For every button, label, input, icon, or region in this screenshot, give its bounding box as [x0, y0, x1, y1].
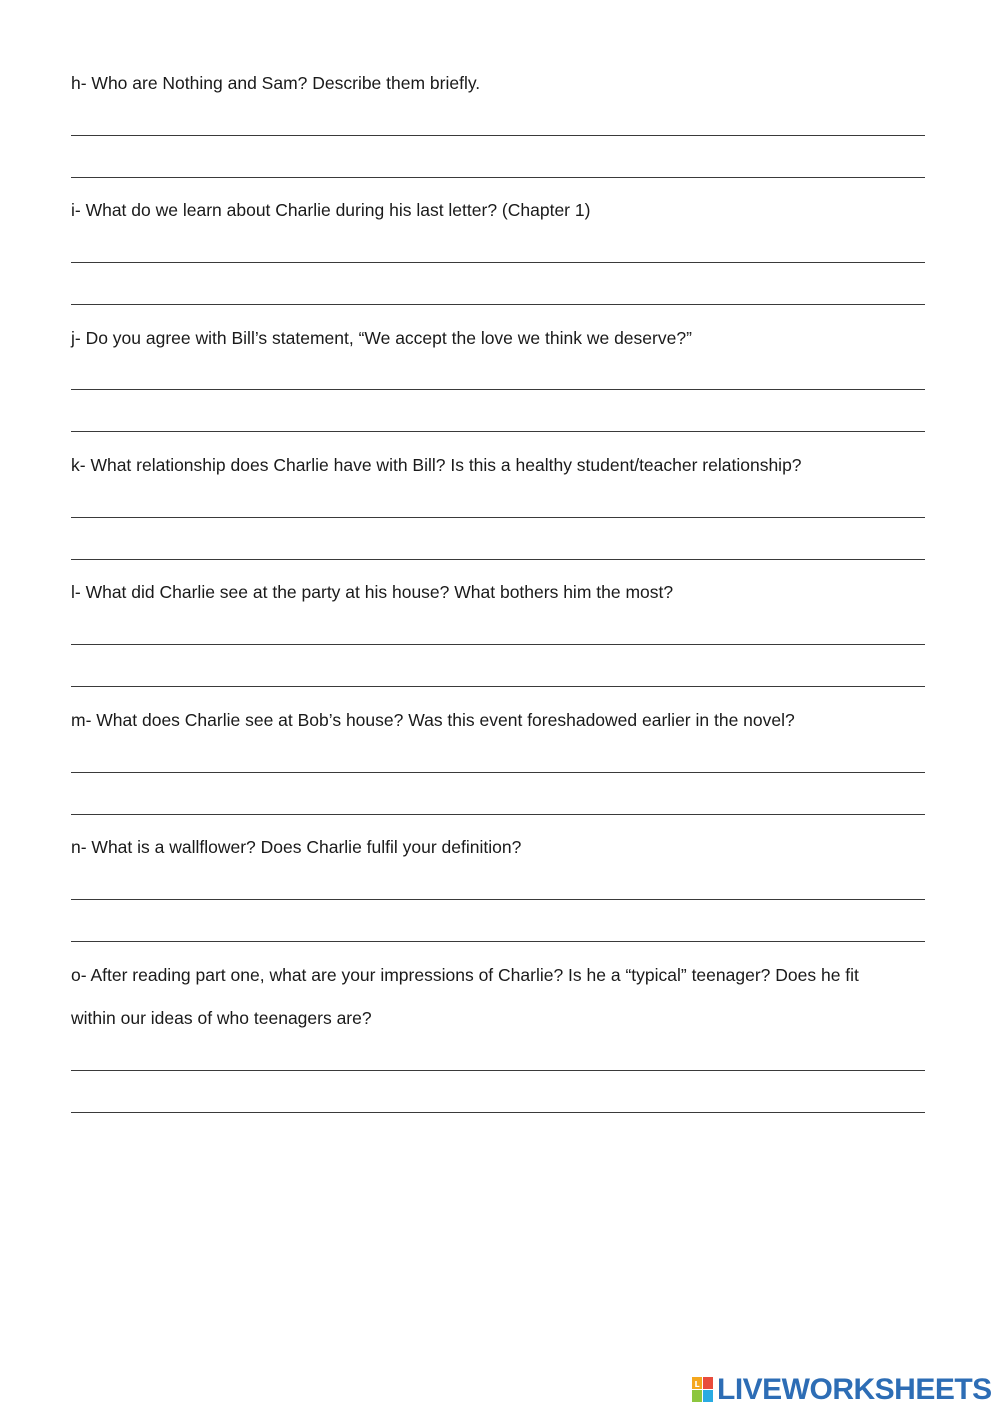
answer-line-m-2[interactable] — [71, 794, 925, 815]
answer-line-o-2[interactable] — [71, 1092, 925, 1113]
answer-line-j-2[interactable] — [71, 411, 925, 432]
question-n: n- What is a wallflower? Does Charlie fulfil your definition? — [71, 837, 522, 857]
answer-line-m-1[interactable] — [71, 752, 925, 773]
answer-line-l-2[interactable] — [71, 666, 925, 687]
question-m: m- What does Charlie see at Bob’s house? Was this event foreshadowed earlier in the novel? — [71, 710, 795, 730]
liveworksheets-wordmark: LIVEWORKSHEETS — [717, 1373, 992, 1406]
answer-line-n-2[interactable] — [71, 921, 925, 942]
question-j: j- Do you agree with Bill’s statement, “We accept the love we think we deserve?” — [71, 328, 692, 348]
answer-line-o-1[interactable] — [71, 1050, 925, 1071]
answer-line-i-2[interactable] — [71, 284, 925, 305]
answer-line-n-1[interactable] — [71, 879, 925, 900]
liveworksheets-brand — [692, 1375, 992, 1405]
question-i: i- What do we learn about Charlie during his last letter? (Chapter 1) — [71, 200, 591, 220]
question-h: h- Who are Nothing and Sam? Describe them briefly. — [71, 73, 481, 93]
answer-line-k-1[interactable] — [71, 497, 925, 518]
question-k: k- What relationship does Charlie have with Bill? Is this a healthy student/teacher relationship? — [71, 455, 802, 475]
answer-line-i-1[interactable] — [71, 242, 925, 263]
answer-line-l-1[interactable] — [71, 624, 925, 645]
question-o-line-1: o- After reading part one, what are your impressions of Charlie? Is he a “typical” teenager? Does he fit — [71, 965, 859, 985]
answer-line-k-2[interactable] — [71, 539, 925, 560]
answer-line-h-2[interactable] — [71, 157, 925, 178]
answer-line-j-1[interactable] — [71, 369, 925, 390]
liveworksheets-logo-icon — [692, 1377, 714, 1403]
question-o-line-2: within our ideas of who teenagers are? — [71, 1008, 372, 1028]
answer-line-h-1[interactable] — [71, 115, 925, 136]
question-l: l- What did Charlie see at the party at his house? What bothers him the most? — [71, 582, 674, 602]
logo-letter-l: L — [694, 1380, 700, 1389]
